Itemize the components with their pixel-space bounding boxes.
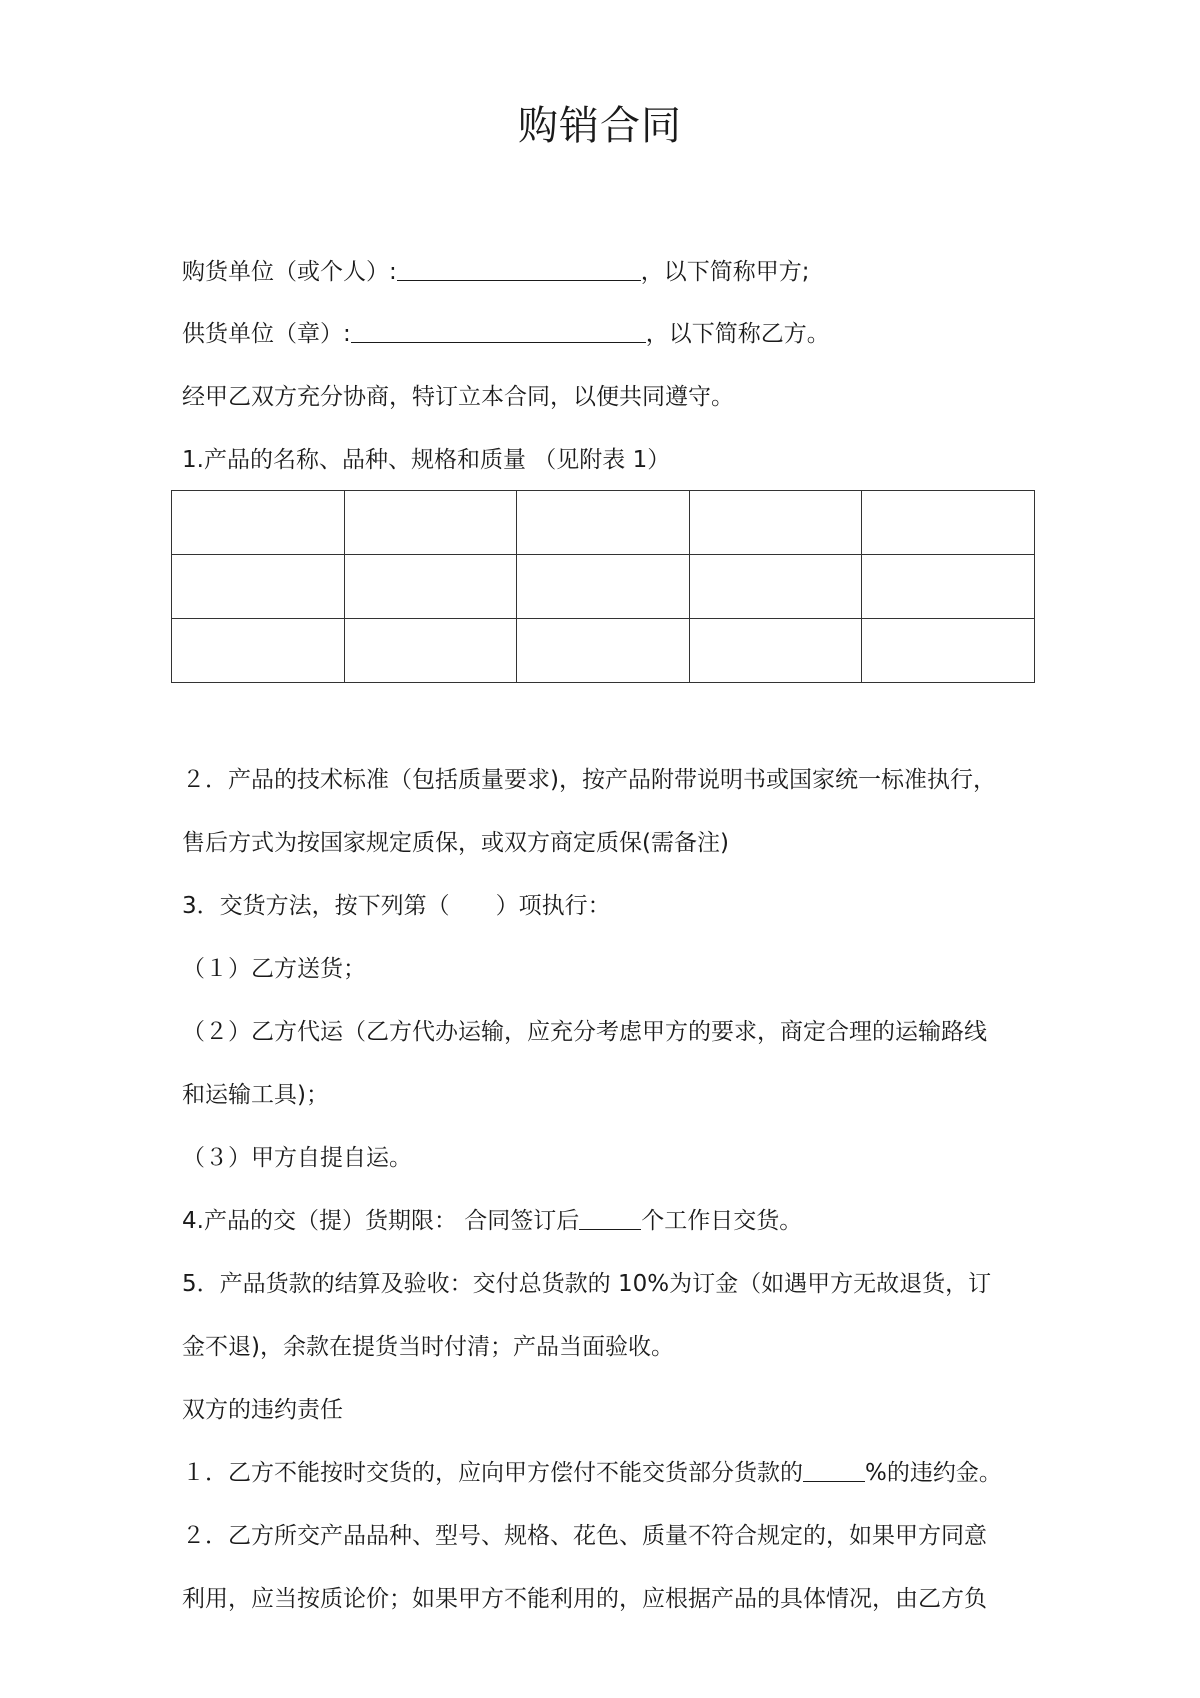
table-cell	[172, 491, 345, 555]
breach-1-suffix: %的违约金。	[865, 1460, 1002, 1486]
breach-clause-2-line-1: ２．乙方所交产品品种、型号、规格、花色、质量不符合规定的，如果甲方同意	[182, 1523, 987, 1549]
clause-1: 1.产品的名称、品种、规格和质量 （见附表 1）	[182, 447, 671, 473]
table-cell	[517, 555, 690, 619]
table-cell	[517, 619, 690, 683]
clause-3: 3．交货方法，按下列第（ ）项执行：	[182, 893, 611, 919]
clause-2-line-1: ２．产品的技术标准（包括质量要求)，按产品附带说明书或国家统一标准执行，	[182, 767, 996, 793]
buyer-blank	[397, 256, 641, 281]
table-cell	[344, 619, 517, 683]
clause-5-line-1: 5．产品货款的结算及验收：交付总货款的 10%为订金（如遇甲方无故退货，订	[182, 1271, 992, 1297]
table-cell	[172, 555, 345, 619]
table-cell	[172, 619, 345, 683]
seller-label: 供货单位（章）:	[182, 321, 351, 347]
delivery-days-blank	[579, 1205, 641, 1230]
delivery-option-2-line-1: （２）乙方代运（乙方代办运输，应充分考虑甲方的要求，商定合理的运输路线	[182, 1019, 987, 1045]
table-row	[172, 555, 1035, 619]
table-cell	[862, 555, 1035, 619]
breach-clause-1	[182, 1455, 1002, 1491]
clause-4-suffix: 个工作日交货。	[641, 1208, 803, 1234]
table-row	[172, 491, 1035, 555]
buyer-suffix: ，以下简称甲方;	[640, 259, 810, 285]
breach-clause-2-line-2: 利用，应当按质论价；如果甲方不能利用的，应根据产品的具体情况，由乙方负	[182, 1586, 987, 1612]
table-cell	[689, 619, 862, 683]
delivery-option-2-line-2: 和运输工具)；	[182, 1082, 329, 1108]
clause-4-prefix: 4.产品的交（提）货期限： 合同签订后	[182, 1208, 580, 1234]
seller-blank	[351, 318, 646, 343]
table-cell	[344, 555, 517, 619]
clause-4	[182, 1203, 802, 1239]
delivery-option-1: （１）乙方送货；	[182, 956, 366, 982]
table-row	[172, 619, 1035, 683]
clause-5-line-2: 金不退)，余款在提货当时付清；产品当面验收。	[182, 1334, 674, 1360]
seller-suffix: ，以下简称乙方。	[645, 321, 830, 347]
document-title: 购销合同	[518, 103, 682, 149]
table-cell	[862, 491, 1035, 555]
table-cell	[517, 491, 690, 555]
table-cell	[344, 491, 517, 555]
buyer-line	[182, 254, 810, 290]
intro-text: 经甲乙双方充分协商，特订立本合同，以便共同遵守。	[182, 384, 734, 410]
delivery-option-3: （３）甲方自提自运。	[182, 1145, 412, 1171]
table-cell	[862, 619, 1035, 683]
clause-2-line-2: 售后方式为按国家规定质保，或双方商定质保(需备注)	[182, 830, 729, 856]
penalty-percent-blank	[803, 1457, 865, 1482]
table-cell	[689, 491, 862, 555]
product-table	[171, 490, 1035, 683]
breach-heading: 双方的违约责任	[182, 1397, 343, 1423]
table-cell	[689, 555, 862, 619]
buyer-label: 购货单位（或个人）:	[182, 259, 397, 285]
seller-line	[182, 316, 830, 352]
breach-1-prefix: １．乙方不能按时交货的，应向甲方偿付不能交货部分货款的	[182, 1460, 803, 1486]
